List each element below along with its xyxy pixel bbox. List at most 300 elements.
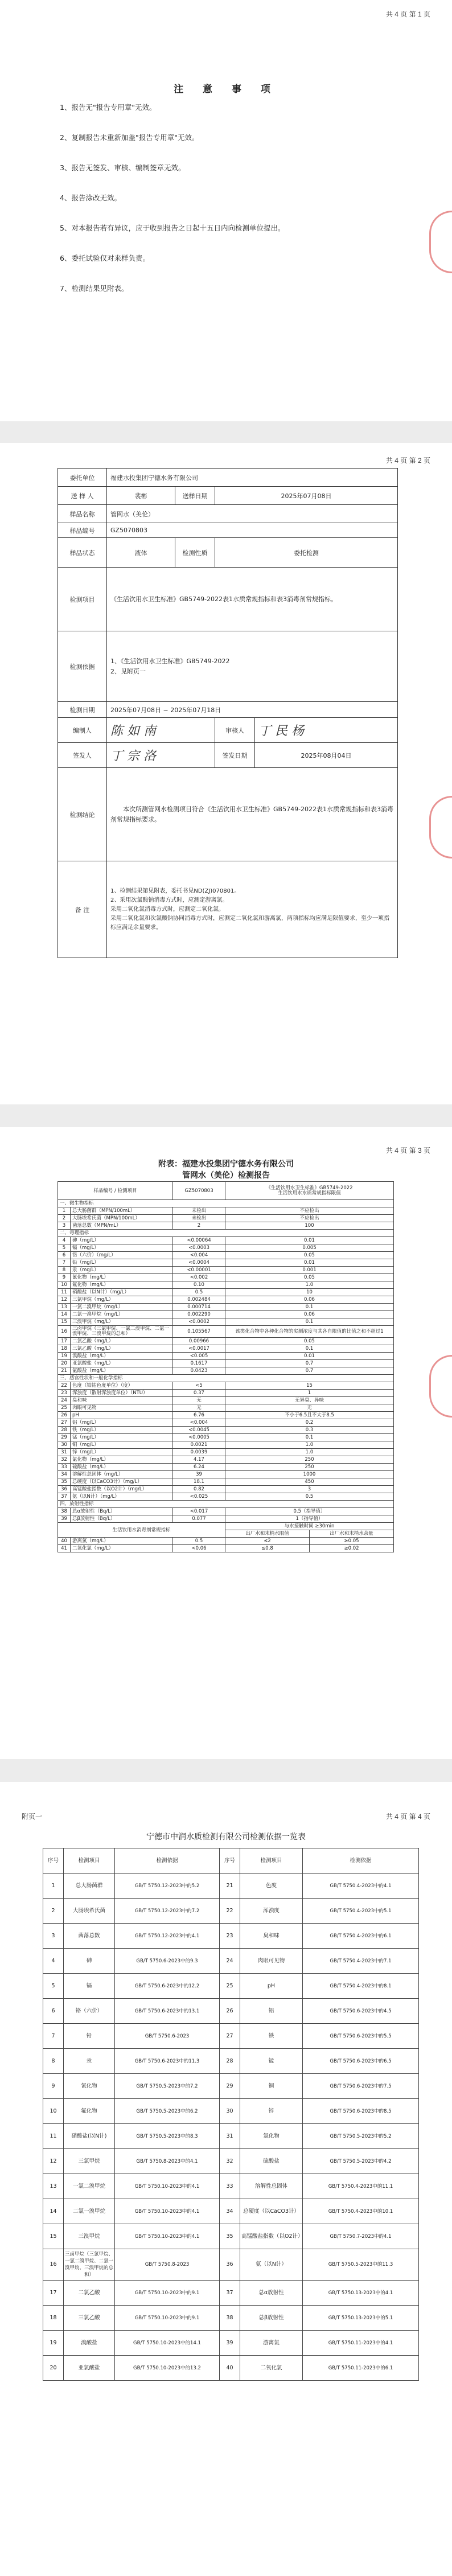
measured-value: <0.0045 bbox=[173, 1427, 225, 1434]
item-name: 硝酸盐(以N计) bbox=[64, 2124, 115, 2149]
limit-value: 250 bbox=[225, 1456, 394, 1464]
item-name: 汞（mg/L） bbox=[71, 1267, 173, 1274]
sample-name-value: 管网水（美伦） bbox=[107, 505, 398, 523]
annex-subtitle: 管网水（美伦）检测报告 bbox=[182, 1171, 270, 1180]
notice-item: 5、对本报告若有异议，应于收到报告之日起十五日内向检测单位提出。 bbox=[60, 224, 285, 232]
measured-value: 0.077 bbox=[173, 1515, 225, 1523]
row-number: 33 bbox=[220, 2174, 240, 2199]
row-number: 17 bbox=[58, 1338, 71, 1345]
table-row bbox=[58, 1296, 394, 1304]
row-number: 30 bbox=[220, 2099, 240, 2124]
limit-value: 0.1 bbox=[225, 1318, 394, 1326]
auditor-label: 审核人 bbox=[215, 718, 255, 743]
item-name: 氟化物 bbox=[64, 2099, 115, 2124]
item-name: 铁（mg/L） bbox=[71, 1427, 173, 1434]
item-name: pH bbox=[71, 1412, 173, 1419]
basis-value: GB/T 5750.4-2023中的10.1 bbox=[303, 2199, 419, 2224]
limit-value: 450 bbox=[225, 1478, 394, 1486]
table-row bbox=[43, 1949, 419, 1974]
limit-value: 0.001 bbox=[225, 1267, 394, 1274]
item-name: pH bbox=[240, 1974, 303, 1999]
row-number: 3 bbox=[58, 1222, 71, 1230]
table-row bbox=[58, 1478, 394, 1486]
table-row bbox=[43, 2099, 419, 2124]
basis-value: GB/T 5750.5-2023中的6.2 bbox=[115, 2099, 220, 2124]
item-name: 铝 bbox=[240, 1999, 303, 2024]
row-number: 2 bbox=[43, 1899, 64, 1924]
row-number: 38 bbox=[220, 2306, 240, 2331]
item-name: 铜（mg/L） bbox=[71, 1441, 173, 1449]
table-row bbox=[43, 2074, 419, 2099]
table-row bbox=[58, 1449, 394, 1456]
basis-value: GB/T 5750.6-2023中的6.5 bbox=[303, 2049, 419, 2074]
basis-value: GB/T 5750.12-2023中的5.2 bbox=[115, 1874, 220, 1899]
measured-value: 0.10 bbox=[173, 1281, 225, 1289]
basis-value: GB/T 5750.4-2023中的8.1 bbox=[303, 1974, 419, 1999]
item-name: 臭和味 bbox=[240, 1924, 303, 1949]
page-number: 共 4 页 第 2 页 bbox=[385, 457, 430, 465]
measured-value: 0.5 bbox=[173, 1538, 225, 1545]
item-name: 高锰酸盐指数（以O2计）（mg/L） bbox=[71, 1486, 173, 1493]
sender-value: 裴彬 bbox=[107, 487, 175, 505]
basis-value: GB/T 5750.13-2023中的4.1 bbox=[303, 2281, 419, 2306]
row-number: 8 bbox=[43, 2049, 64, 2074]
row-number: 13 bbox=[58, 1304, 71, 1311]
row-number: 7 bbox=[58, 1259, 71, 1267]
residual-value: ≥0.02 bbox=[310, 1545, 394, 1552]
limit-value: 15 bbox=[225, 1382, 394, 1390]
item-name: 溶解性总固体（mg/L） bbox=[71, 1471, 173, 1478]
item-name: 铁 bbox=[240, 2024, 303, 2049]
report-info-table bbox=[57, 468, 398, 958]
row-number: 13 bbox=[43, 2174, 64, 2199]
row-number: 35 bbox=[220, 2224, 240, 2249]
basis-value: GB/T 5750.7-2023中的4.1 bbox=[303, 2224, 419, 2249]
table-row bbox=[43, 2249, 419, 2281]
measured-value: 39 bbox=[173, 1471, 225, 1478]
measured-value: <0.004 bbox=[173, 1419, 225, 1427]
row-number: 41 bbox=[58, 1545, 71, 1552]
notice-item: 4、报告涂改无效。 bbox=[60, 194, 121, 202]
table-row bbox=[58, 1252, 394, 1259]
table-row bbox=[43, 2356, 419, 2381]
item-name: 高锰酸盐指数（以O2计） bbox=[240, 2224, 303, 2249]
measured-value: <0.0005 bbox=[173, 1434, 225, 1441]
limit-value: 0.5 bbox=[225, 1493, 394, 1501]
limit-value: 1.0 bbox=[225, 1281, 394, 1289]
basis-value: GB/T 5750.10-2023中的4.1 bbox=[115, 2199, 220, 2224]
row-number: 22 bbox=[220, 1899, 240, 1924]
notice-item: 1、报告无"报告专用章"无效。 bbox=[60, 103, 157, 112]
table-row bbox=[58, 1538, 394, 1545]
appendix-label: 附页一 bbox=[22, 1813, 43, 1821]
measured-value: 0.82 bbox=[173, 1486, 225, 1493]
basis-value: GB/T 5750.5-2023中的7.2 bbox=[115, 2074, 220, 2099]
row-number: 32 bbox=[58, 1456, 71, 1464]
row-number: 4 bbox=[43, 1949, 64, 1974]
item-name: 肉眼可见物 bbox=[240, 1949, 303, 1974]
item-name: 三氯乙酸（mg/L） bbox=[71, 1345, 173, 1353]
test-basis-label: 检测依据 bbox=[58, 631, 107, 702]
header-sample-label: 样品编号 / 检测项目 bbox=[58, 1182, 173, 1200]
col-header: 检测项目 bbox=[240, 1848, 303, 1874]
table-row bbox=[58, 1281, 394, 1289]
limit-value: 0.01 bbox=[225, 1353, 394, 1360]
limit-value: ≤2 bbox=[225, 1538, 310, 1545]
sender-label: 送 样 人 bbox=[58, 487, 107, 505]
table-row bbox=[43, 1974, 419, 1999]
test-date-label: 检测日期 bbox=[58, 702, 107, 718]
sample-name-label: 样品名称 bbox=[58, 505, 107, 523]
row-number: 14 bbox=[58, 1311, 71, 1318]
row-number: 19 bbox=[58, 1353, 71, 1360]
row-number: 14 bbox=[43, 2199, 64, 2224]
issue-date-value: 2025年08月04日 bbox=[255, 743, 398, 768]
measured-value: 4.17 bbox=[173, 1456, 225, 1464]
row-number: 23 bbox=[58, 1390, 71, 1397]
table-row bbox=[58, 1434, 394, 1441]
table-row bbox=[58, 1289, 394, 1296]
limit-value: 3 bbox=[225, 1486, 394, 1493]
item-name: 氰化物（mg/L） bbox=[71, 1274, 173, 1281]
limit-value: 1（指导值） bbox=[225, 1515, 394, 1523]
notice-title: 注 意 事 项 bbox=[174, 84, 278, 95]
measured-value: <0.00064 bbox=[173, 1237, 225, 1244]
row-number: 25 bbox=[220, 1974, 240, 1999]
limit-value: 0.01 bbox=[225, 1237, 394, 1244]
item-name: 镉（mg/L） bbox=[71, 1244, 173, 1252]
measured-value: 0.00966 bbox=[173, 1338, 225, 1345]
report-page-3 bbox=[0, 1127, 452, 1759]
header-sample-no: GZ5070803 bbox=[173, 1182, 225, 1200]
row-number: 30 bbox=[58, 1441, 71, 1449]
basis-value: GB/T 5750.6-2023 bbox=[115, 2024, 220, 2049]
limit-value: 0.05 bbox=[225, 1274, 394, 1281]
measured-value: <0.0004 bbox=[173, 1259, 225, 1267]
measured-value: <0.005 bbox=[173, 1353, 225, 1360]
row-number: 5 bbox=[58, 1244, 71, 1252]
page-number: 共 4 页 第 4 页 bbox=[385, 1813, 430, 1821]
table-row bbox=[43, 1899, 419, 1924]
table-row bbox=[58, 1311, 394, 1318]
row-number: 21 bbox=[220, 1874, 240, 1899]
disinfect-title: 生活饮用水消毒剂常规指标 bbox=[58, 1523, 225, 1538]
limit-value: 0.06 bbox=[225, 1296, 394, 1304]
item-name: 铬（六价） bbox=[64, 1999, 115, 2024]
item-name: 总大肠菌群 bbox=[64, 1874, 115, 1899]
table-row bbox=[58, 1304, 394, 1311]
table-row bbox=[58, 1345, 394, 1353]
measured-value: <0.0017 bbox=[173, 1345, 225, 1353]
row-number: 10 bbox=[43, 2099, 64, 2124]
item-name: 浑浊度 bbox=[240, 1899, 303, 1924]
table-row bbox=[58, 1441, 394, 1449]
limit-value: 0.2 bbox=[225, 1419, 394, 1427]
table-row bbox=[58, 1545, 394, 1552]
basis-value: GB/T 5750.4-2023中的11.1 bbox=[303, 2174, 419, 2199]
table-row bbox=[58, 1274, 394, 1281]
measured-value: 18.1 bbox=[173, 1478, 225, 1486]
editor-signature: 陈 如 南 bbox=[107, 718, 215, 743]
limit-value: 100 bbox=[225, 1222, 394, 1230]
item-name: 总β放射性 bbox=[240, 2306, 303, 2331]
basis-value: GB/T 5750.12-2023中的7.2 bbox=[115, 1899, 220, 1924]
measured-value: 6.76 bbox=[173, 1412, 225, 1419]
basis-value: GB/T 5750.6-2023中的9.3 bbox=[115, 1949, 220, 1974]
row-number: 17 bbox=[43, 2281, 64, 2306]
row-number: 36 bbox=[220, 2249, 240, 2281]
table-row bbox=[43, 2049, 419, 2074]
item-name: 溶解性总固体 bbox=[240, 2174, 303, 2199]
conclusion-value: 本次所测管网水检测项目符合《生活饮用水卫生标准》GB5749-2022表1水质常规指标和表3消毒剂常规指标要求。 bbox=[107, 768, 398, 861]
row-number: 37 bbox=[58, 1493, 71, 1501]
basis-value: GB/T 5750.4-2023中的7.1 bbox=[303, 1949, 419, 1974]
table-row bbox=[58, 1493, 394, 1501]
row-number: 20 bbox=[58, 1360, 71, 1367]
row-number: 15 bbox=[58, 1318, 71, 1326]
item-name: 大肠埃希氏菌 bbox=[64, 1899, 115, 1924]
table-row bbox=[43, 1999, 419, 2024]
col-header: 序号 bbox=[43, 1848, 64, 1874]
sample-no-value: GZ5070803 bbox=[107, 523, 398, 538]
row-number: 29 bbox=[58, 1434, 71, 1441]
item-name: 一氯二溴甲烷（mg/L） bbox=[71, 1304, 173, 1311]
basis-value: GB/T 5750.6-2023中的5.5 bbox=[303, 2024, 419, 2049]
section-header: 二、毒理指标 bbox=[58, 1230, 394, 1237]
row-number: 15 bbox=[43, 2224, 64, 2249]
row-number: 34 bbox=[58, 1471, 71, 1478]
item-name: 氟化物（mg/L） bbox=[71, 1281, 173, 1289]
item-name: 三氯乙酸 bbox=[64, 2306, 115, 2331]
sample-state-value: 液体 bbox=[107, 538, 175, 568]
row-number: 10 bbox=[58, 1281, 71, 1289]
table-row bbox=[43, 1874, 419, 1899]
item-name: 氯酸盐（mg/L） bbox=[71, 1367, 173, 1375]
table-row bbox=[58, 1382, 394, 1390]
limit-value: 1 bbox=[225, 1390, 394, 1397]
table-row bbox=[58, 1486, 394, 1493]
item-name: 汞 bbox=[64, 2049, 115, 2074]
send-date-label: 送样日期 bbox=[175, 487, 215, 505]
item-name: 游离氯 bbox=[240, 2331, 303, 2356]
sample-no-label: 样品编号 bbox=[58, 523, 107, 538]
basis-value: GB/T 5750.6-2023中的11.3 bbox=[115, 2049, 220, 2074]
item-name: 铜 bbox=[240, 2074, 303, 2099]
measured-value: <0.0002 bbox=[173, 1318, 225, 1326]
basis-value: GB/T 5750.10-2023中的4.1 bbox=[115, 2224, 220, 2249]
measured-value: 无 bbox=[173, 1397, 225, 1404]
row-number: 31 bbox=[220, 2124, 240, 2149]
item-name: 二氯乙酸 bbox=[64, 2281, 115, 2306]
notice-item: 7、检测结果见附表。 bbox=[60, 284, 129, 293]
basis-value: GB/T 5750.4-2023中的4.1 bbox=[303, 1874, 419, 1899]
item-name: 镉 bbox=[64, 1974, 115, 1999]
table-row bbox=[58, 1353, 394, 1360]
row-number: 40 bbox=[220, 2356, 240, 2381]
item-name: 硝酸盐（以N计）（mg/L） bbox=[71, 1289, 173, 1296]
client-value: 福建水投集团宁德水务有限公司 bbox=[107, 469, 398, 487]
row-number: 27 bbox=[220, 2024, 240, 2049]
measured-value: 0.37 bbox=[173, 1390, 225, 1397]
limit-value: 0.005 bbox=[225, 1244, 394, 1252]
basis-value: GB/T 5750.4-2023中的5.1 bbox=[303, 1899, 419, 1924]
row-number: 23 bbox=[220, 1924, 240, 1949]
table-row bbox=[58, 1267, 394, 1274]
notice-item: 3、报告无签发、审核、编制签章无效。 bbox=[60, 163, 186, 172]
row-number: 16 bbox=[58, 1326, 71, 1338]
item-name: 二氧化氯 bbox=[240, 2356, 303, 2381]
measured-value: 0.0039 bbox=[173, 1449, 225, 1456]
basis-value: GB/T 5750.6-2023中的13.1 bbox=[115, 1999, 220, 2024]
measured-value: <0.017 bbox=[173, 1508, 225, 1515]
row-number: 3 bbox=[43, 1924, 64, 1949]
measured-value: <0.0003 bbox=[173, 1244, 225, 1252]
item-name: 总硬度（以CaCO3计） bbox=[240, 2199, 303, 2224]
row-number: 25 bbox=[58, 1404, 71, 1412]
item-name: 硫酸盐（mg/L） bbox=[71, 1464, 173, 1471]
item-name: 铝（mg/L） bbox=[71, 1419, 173, 1427]
item-name: 锰 bbox=[240, 2049, 303, 2074]
item-name: 二氯乙酸（mg/L） bbox=[71, 1338, 173, 1345]
table-row bbox=[43, 2199, 419, 2224]
table-row bbox=[58, 1326, 394, 1338]
item-name: 总大肠菌群（MPN/100mL） bbox=[71, 1207, 173, 1215]
table-row bbox=[58, 1456, 394, 1464]
test-project-value: 《生活饮用水卫生标准》GB5749-2022表1水质常规指标和表3消毒剂常规指标。 bbox=[107, 568, 398, 631]
limit-value: 0.7 bbox=[225, 1360, 394, 1367]
measured-value: 未检出 bbox=[173, 1207, 225, 1215]
row-number: 19 bbox=[43, 2331, 64, 2356]
basis-value: GB/T 5750.10-2023中的9.1 bbox=[115, 2306, 220, 2331]
limit-value: 0.5（指导值） bbox=[225, 1508, 394, 1515]
table-row bbox=[58, 1397, 394, 1404]
report-page-1 bbox=[0, 0, 452, 421]
item-name: 亚氯酸盐 bbox=[64, 2356, 115, 2381]
basis-value: GB/T 5750.13-2023中的5.1 bbox=[303, 2306, 419, 2331]
row-number: 6 bbox=[43, 1999, 64, 2024]
table-row bbox=[58, 1360, 394, 1367]
limit-value: 0.01 bbox=[225, 1259, 394, 1267]
table-row bbox=[58, 1508, 394, 1515]
limit-value: 0.7 bbox=[225, 1367, 394, 1375]
table-row bbox=[43, 2224, 419, 2249]
measured-value: 0.0423 bbox=[173, 1367, 225, 1375]
measured-value: 无 bbox=[173, 1404, 225, 1412]
row-number: 29 bbox=[220, 2074, 240, 2099]
basis-value: GB/T 5750.10-2023中的9.1 bbox=[115, 2281, 220, 2306]
item-name: 三氯甲烷 bbox=[64, 2149, 115, 2174]
basis-value: GB/T 5750.12-2023中的4.1 bbox=[115, 1924, 220, 1949]
official-seal bbox=[429, 796, 452, 858]
item-name: 三溴甲烷（mg/L） bbox=[71, 1318, 173, 1326]
basis-table bbox=[43, 1848, 419, 2381]
limit-value: 0.06 bbox=[225, 1311, 394, 1318]
item-name: 二氯一溴甲烷 bbox=[64, 2199, 115, 2224]
section-header: 四、放射性指标 bbox=[58, 1501, 394, 1508]
item-name: 氯化物（mg/L） bbox=[71, 1456, 173, 1464]
client-label: 委托单位 bbox=[58, 469, 107, 487]
row-number: 22 bbox=[58, 1382, 71, 1390]
col-header: 序号 bbox=[220, 1848, 240, 1874]
row-number: 8 bbox=[58, 1267, 71, 1274]
col-header: 检测项目 bbox=[64, 1848, 115, 1874]
basis-value: GB/T 5750.10-2023中的4.1 bbox=[115, 2174, 220, 2199]
basis-value: GB/T 5750.6-2023中的4.5 bbox=[303, 1999, 419, 2024]
item-name: 砷 bbox=[64, 1949, 115, 1974]
table-row bbox=[58, 1338, 394, 1345]
basis-value: GB/T 5750.5-2023中的4.2 bbox=[303, 2149, 419, 2174]
table-row bbox=[58, 1367, 394, 1375]
limit-value: ≤0.8 bbox=[225, 1545, 310, 1552]
table-row bbox=[58, 1464, 394, 1471]
row-number: 39 bbox=[220, 2331, 240, 2356]
limit-value: 无异臭、异味 bbox=[225, 1397, 394, 1404]
basis-value: GB/T 5750.8-2023中的4.1 bbox=[115, 2149, 220, 2174]
table-row bbox=[58, 1404, 394, 1412]
item-name: 色度 bbox=[240, 1874, 303, 1899]
measured-value: <0.002 bbox=[173, 1274, 225, 1281]
conclusion-label: 检测结论 bbox=[58, 768, 107, 861]
item-name: 二氯一溴甲烷（mg/L） bbox=[71, 1311, 173, 1318]
test-date-value: 2025年07月08日 ~ 2025年07月18日 bbox=[107, 702, 398, 718]
issue-date-label: 签发日期 bbox=[215, 743, 255, 768]
limit-value: 1000 bbox=[225, 1471, 394, 1478]
row-number: 38 bbox=[58, 1508, 71, 1515]
table-row bbox=[58, 1222, 394, 1230]
editor-label: 编制人 bbox=[58, 718, 107, 743]
row-number: 34 bbox=[220, 2199, 240, 2224]
measured-value: <0.025 bbox=[173, 1493, 225, 1501]
item-name: 亚氯酸盐（mg/L） bbox=[71, 1360, 173, 1367]
row-number: 31 bbox=[58, 1449, 71, 1456]
item-name: 总α放射性（Bq/L） bbox=[71, 1508, 173, 1515]
measured-value: <0.004 bbox=[173, 1252, 225, 1259]
item-name: 锌（mg/L） bbox=[71, 1449, 173, 1456]
item-name: 总α放射性 bbox=[240, 2281, 303, 2306]
item-name: 色度（铂钴色度单位）（度） bbox=[71, 1382, 173, 1390]
row-number: 9 bbox=[58, 1274, 71, 1281]
limit-value: 该类化合物中各种化合物的实测浓度与其各自限值的比值之和不超过1 bbox=[225, 1326, 394, 1338]
residual-header: 出厂水和末梢水余量 bbox=[310, 1530, 394, 1538]
row-number: 36 bbox=[58, 1486, 71, 1493]
row-number: 11 bbox=[58, 1289, 71, 1296]
row-number: 18 bbox=[58, 1345, 71, 1353]
row-number: 12 bbox=[43, 2149, 64, 2174]
report-page-4 bbox=[0, 1782, 452, 2576]
measured-value: 0.002290 bbox=[173, 1311, 225, 1318]
item-name: 肉眼可见物 bbox=[71, 1404, 173, 1412]
send-date-value: 2025年07月08日 bbox=[215, 487, 398, 505]
item-name: 砷（mg/L） bbox=[71, 1237, 173, 1244]
official-seal bbox=[429, 1355, 452, 1418]
basis-value: GB/T 5750.5-2023中的8.3 bbox=[115, 2124, 220, 2149]
measured-value: 0.105567 bbox=[173, 1326, 225, 1338]
test-project-label: 检测项目 bbox=[58, 568, 107, 631]
row-number: 28 bbox=[58, 1427, 71, 1434]
basis-value: GB/T 5750.8-2023 bbox=[115, 2249, 220, 2281]
table-row bbox=[43, 2281, 419, 2306]
item-name: 菌落总数（MPN/mL） bbox=[71, 1222, 173, 1230]
table-row bbox=[43, 2124, 419, 2149]
official-seal bbox=[429, 211, 452, 273]
notice-list bbox=[60, 102, 285, 314]
item-name: 氰化物 bbox=[64, 2074, 115, 2099]
page-number: 共 4 页 第 1 页 bbox=[385, 10, 430, 18]
remarks-label: 备 注 bbox=[58, 861, 107, 958]
item-name: 三卤甲烷（三氯甲烷、一氯二溴甲烷、二氯一溴甲烷、三溴甲烷的总和） bbox=[64, 2249, 115, 2281]
row-number: 7 bbox=[43, 2024, 64, 2049]
measured-value: 0.1617 bbox=[173, 1360, 225, 1367]
